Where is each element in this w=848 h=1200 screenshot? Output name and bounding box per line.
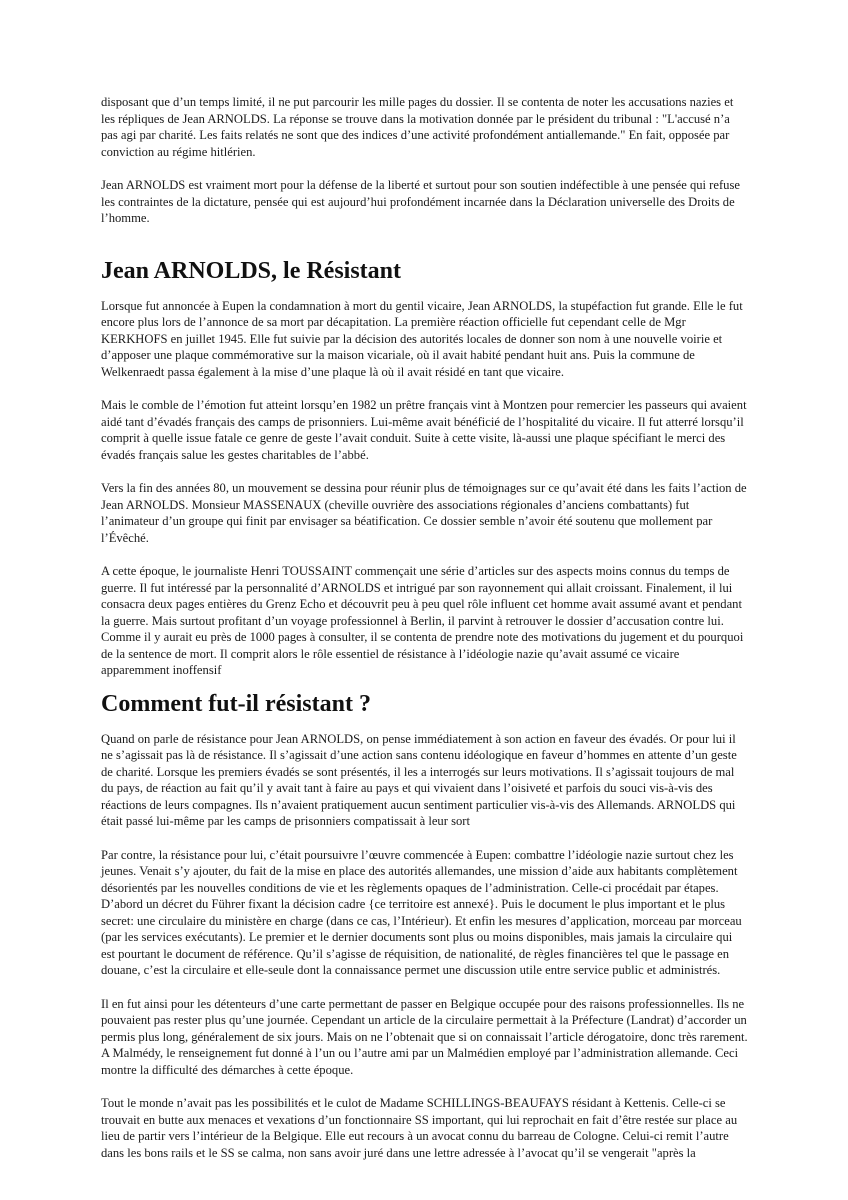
paragraph: Vers la fin des années 80, un mouvement se dessina pour réunir plus de témoignages sur ce qu’avait été dans les faits l’action de Jean ARNOLDS. Monsieur MASSENAUX (cheville ouvrière des associations régionales d’anciens combattants) fut l’animateur d’un groupe qui finit par envisager sa béatification. Ce dossier semble n’avoir été soutenu que mollement par l’Évêché. (101, 481, 747, 545)
paragraph: Quand on parle de résistance pour Jean ARNOLDS, on pense immédiatement à son action en faveur des évadés. Or pour lui il ne s’agissait pas là de résistance. Il s’agissait d’une action sans contenu idéologique en faveur d’hommes en attente d’un geste de charité. Lorsque les premiers évadés se sont présentés, il les a interrogés sur leurs motivations. Il s’agissait toujours de mal du pays, de réaction au fait qu’il y avait tant à faire au pays et qui vivaient dans l’oisiveté et parfois du souci vis-à-vis des réactions de leurs compagnes. Ils n’avaient pratiquement aucun sentiment particulier vis-à-vis des Allemands. ARNOLDS qui était passé lui-même par les camps de prisonniers compatissait à leur sort (101, 731, 737, 828)
document-page (101, 94, 749, 1178)
paragraph: Tout le monde n’avait pas les possibilités et le culot de Madame SCHILLINGS-BEAUFAYS résidant à Kettenis. Celle-ci se trouvait en butte aux menaces et vexations d’un fonctionnaire SS important, qui lui reprochait en fait d’être restée sur place au lieu de partir vers l’intérieur de la Belgique. Elle eut recours à un avocat connu du barreau de Cologne. Celui-ci remit l’autre dans les bons rails et le SS se calma, non sans avoir juré dans une lettre adressée à l’avocat qu’il se vengerait "après la (101, 1096, 738, 1160)
paragraph: Lorsque fut annoncée à Eupen la condamnation à mort du gentil vicaire, Jean ARNOLDS, la stupéfaction fut grande. Elle le fut encore plus lors de l’annonce de sa mort par décapitation. La première réaction officielle fut cependant celle de Mgr KERKHOFS en juillet 1945. Elle fut suivie par la décision des autorités locales de donner son nom à une nouvelle voirie et d’apposer une plaque commémorative sur la maison vicariale, où il avait habité pendant huit ans. Puis la commune de Welkenraedt passa également à la mise d’une plaque là où il avait résidé en tant que vicaire. (101, 298, 743, 379)
paragraph: A cette époque, le journaliste Henri TOUSSAINT commençait une série d’articles sur des aspects moins connus du temps de guerre. Il fut intéressé par la personnalité d’ARNOLDS et intrigué par son rayonnement qui allait croissant. Finalement, il lui consacra deux pages entières du Grenz Echo et découvrit peu à peu quel rôle influent cet homme avait assumé avant et pendant la guerre. Mais surtout profitant d’un voyage professionnel à Berlin, il parvint à retrouver le dossier d’accusation contre lui. Comme il y aurait eu près de 1000 pages à consulter, il se contenta de prendre note des motivations du jugement et du pourquoi de la sentence de mort. Il comprit alors le rôle essentiel de résistance à l’idéologie nazie qu’avait assumé ce vicaire apparemment inoffensif (101, 564, 744, 677)
paragraph: Par contre, la résistance pour lui, c’était poursuivre l’œuvre commencée à Eupen: combattre l’idéologie nazie surtout chez les jeunes. Venait s’y ajouter, du fait de la mise en place des autorités allemandes, une mission d’aide aux habitants complètement désorientés par les nouvelles conditions de vie et les règlements opaques de l’administration. Celle-ci procédait par étapes. D’abord un décret du Führer fixant la décision cadre {ce territoire est annexé}. Puis le document le plus important et le plus secret: une circulaire du ministère en charge (dans ce cas, l’Intérieur). Et enfin les mesures d’application, morceau par morceau (par les services exécutants). Le premier et le dernier documents sont plus ou moins disponibles, mais jamais la circulaire qui est pourtant le document de référence. Qu’il s’agisse de réquisition, de nationalité, de règles financières tel que le passage en douane, c’est la circulaire et elle-seule dont la connaissance permet une discussion utile entre service public et administrés. (101, 847, 742, 977)
section-heading-resistant: Jean ARNOLDS, le Résistant (101, 257, 402, 284)
paragraph-intro-1: disposant que d’un temps limité, il ne put parcourir les mille pages du dossier. Il se contenta de noter les accusations nazies et les répliques de Jean ARNOLDS. La réponse se trouve dans la motivation donnée par le président du tribunal : "L'accusé n’a pas agi par charité. Les faits relatés ne sont que des indices d’une activité profondément antiallemande." En fait, opposée par conviction au régime hitlérien. (101, 95, 734, 159)
paragraph: Mais le comble de l’émotion fut atteint lorsqu’en 1982 un prêtre français vint à Montzen pour remercier les passeurs qui avaient aidé tant d’évadés français des camps de prisonniers. Lui-même avait bénéficié de l’hospitalité du vicaire. Il fut atterré lorsqu’il comprit à quelle issue fatale ce genre de geste l’avait conduit. Suite à cette visite, là-aussi une plaque spécifiant le merci des évadés français salue les gestes charitables de l’abbé. (101, 398, 747, 462)
section-heading-comment: Comment fut-il résistant ? (101, 690, 371, 717)
paragraph: Il en fut ainsi pour les détenteurs d’une carte permettant de passer en Belgique occupée pour des raisons professionnelles. Ils ne pouvaient pas rester plus qu’une journée. Cependant un article de la circulaire permettait à la Préfecture (Landrat) d’accorder un permis plus long, généralement de six jours. Mais on ne l’obtenait que si on connaissait l’article dérogatoire, donc très rarement. A Malmédy, le renseignement fut donné à l’un ou l’autre ami par un Malmédien employé par l’administration allemande. Ceci montre la difficulté des démarches à cette époque. (101, 996, 748, 1077)
paragraph-intro-2: Jean ARNOLDS est vraiment mort pour la défense de la liberté et surtout pour son soutien indéfectible à une pensée qui refuse les contraintes de la dictature, pensée qui est aujourd’hui profondément incarnée dans la Déclaration universelle des Droits de l’homme. (101, 178, 740, 225)
